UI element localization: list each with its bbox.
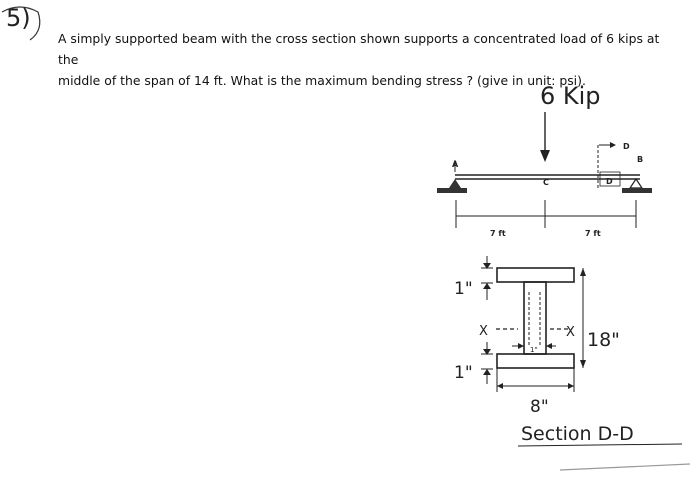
label-b: B: [637, 155, 644, 164]
label-d-top: D: [623, 142, 630, 151]
height-dimension: [580, 268, 586, 368]
width-dimension: [497, 368, 574, 392]
label-d-box: D: [606, 177, 613, 186]
load-label: 6 Kip: [540, 82, 601, 110]
width-label: 8": [530, 397, 549, 417]
span-dimension: [456, 200, 636, 228]
load-arrow: [540, 112, 550, 162]
web-thickness: 1": [530, 346, 538, 354]
top-flange-thickness: 1": [454, 279, 473, 299]
span-left-label: 7 ft: [490, 229, 506, 238]
question-number: 5): [6, 4, 31, 32]
axis-label-left: X: [479, 324, 488, 339]
section-caption: Section D-D: [521, 423, 634, 445]
question-line-1: A simply supported beam with the cross section shown supports a concentrated load of 6 kips at the: [58, 31, 660, 67]
top-flange-dimension: [481, 256, 493, 300]
label-c: C: [543, 178, 549, 187]
span-right-label: 7 ft: [585, 229, 601, 238]
roller-support-b: [622, 179, 652, 193]
bottom-flange-thickness: 1": [454, 363, 473, 383]
label-a: A: [452, 160, 459, 169]
height-label: 18": [587, 329, 620, 351]
bottom-flange-dimension: [481, 342, 493, 384]
axis-label-right: X: [566, 325, 575, 340]
question-line-2: middle of the span of 14 ft. What is the maximum bending stress ? (give in unit: psi).: [58, 73, 586, 88]
decorative-stroke: [560, 464, 690, 470]
number-circle: [2, 7, 40, 40]
